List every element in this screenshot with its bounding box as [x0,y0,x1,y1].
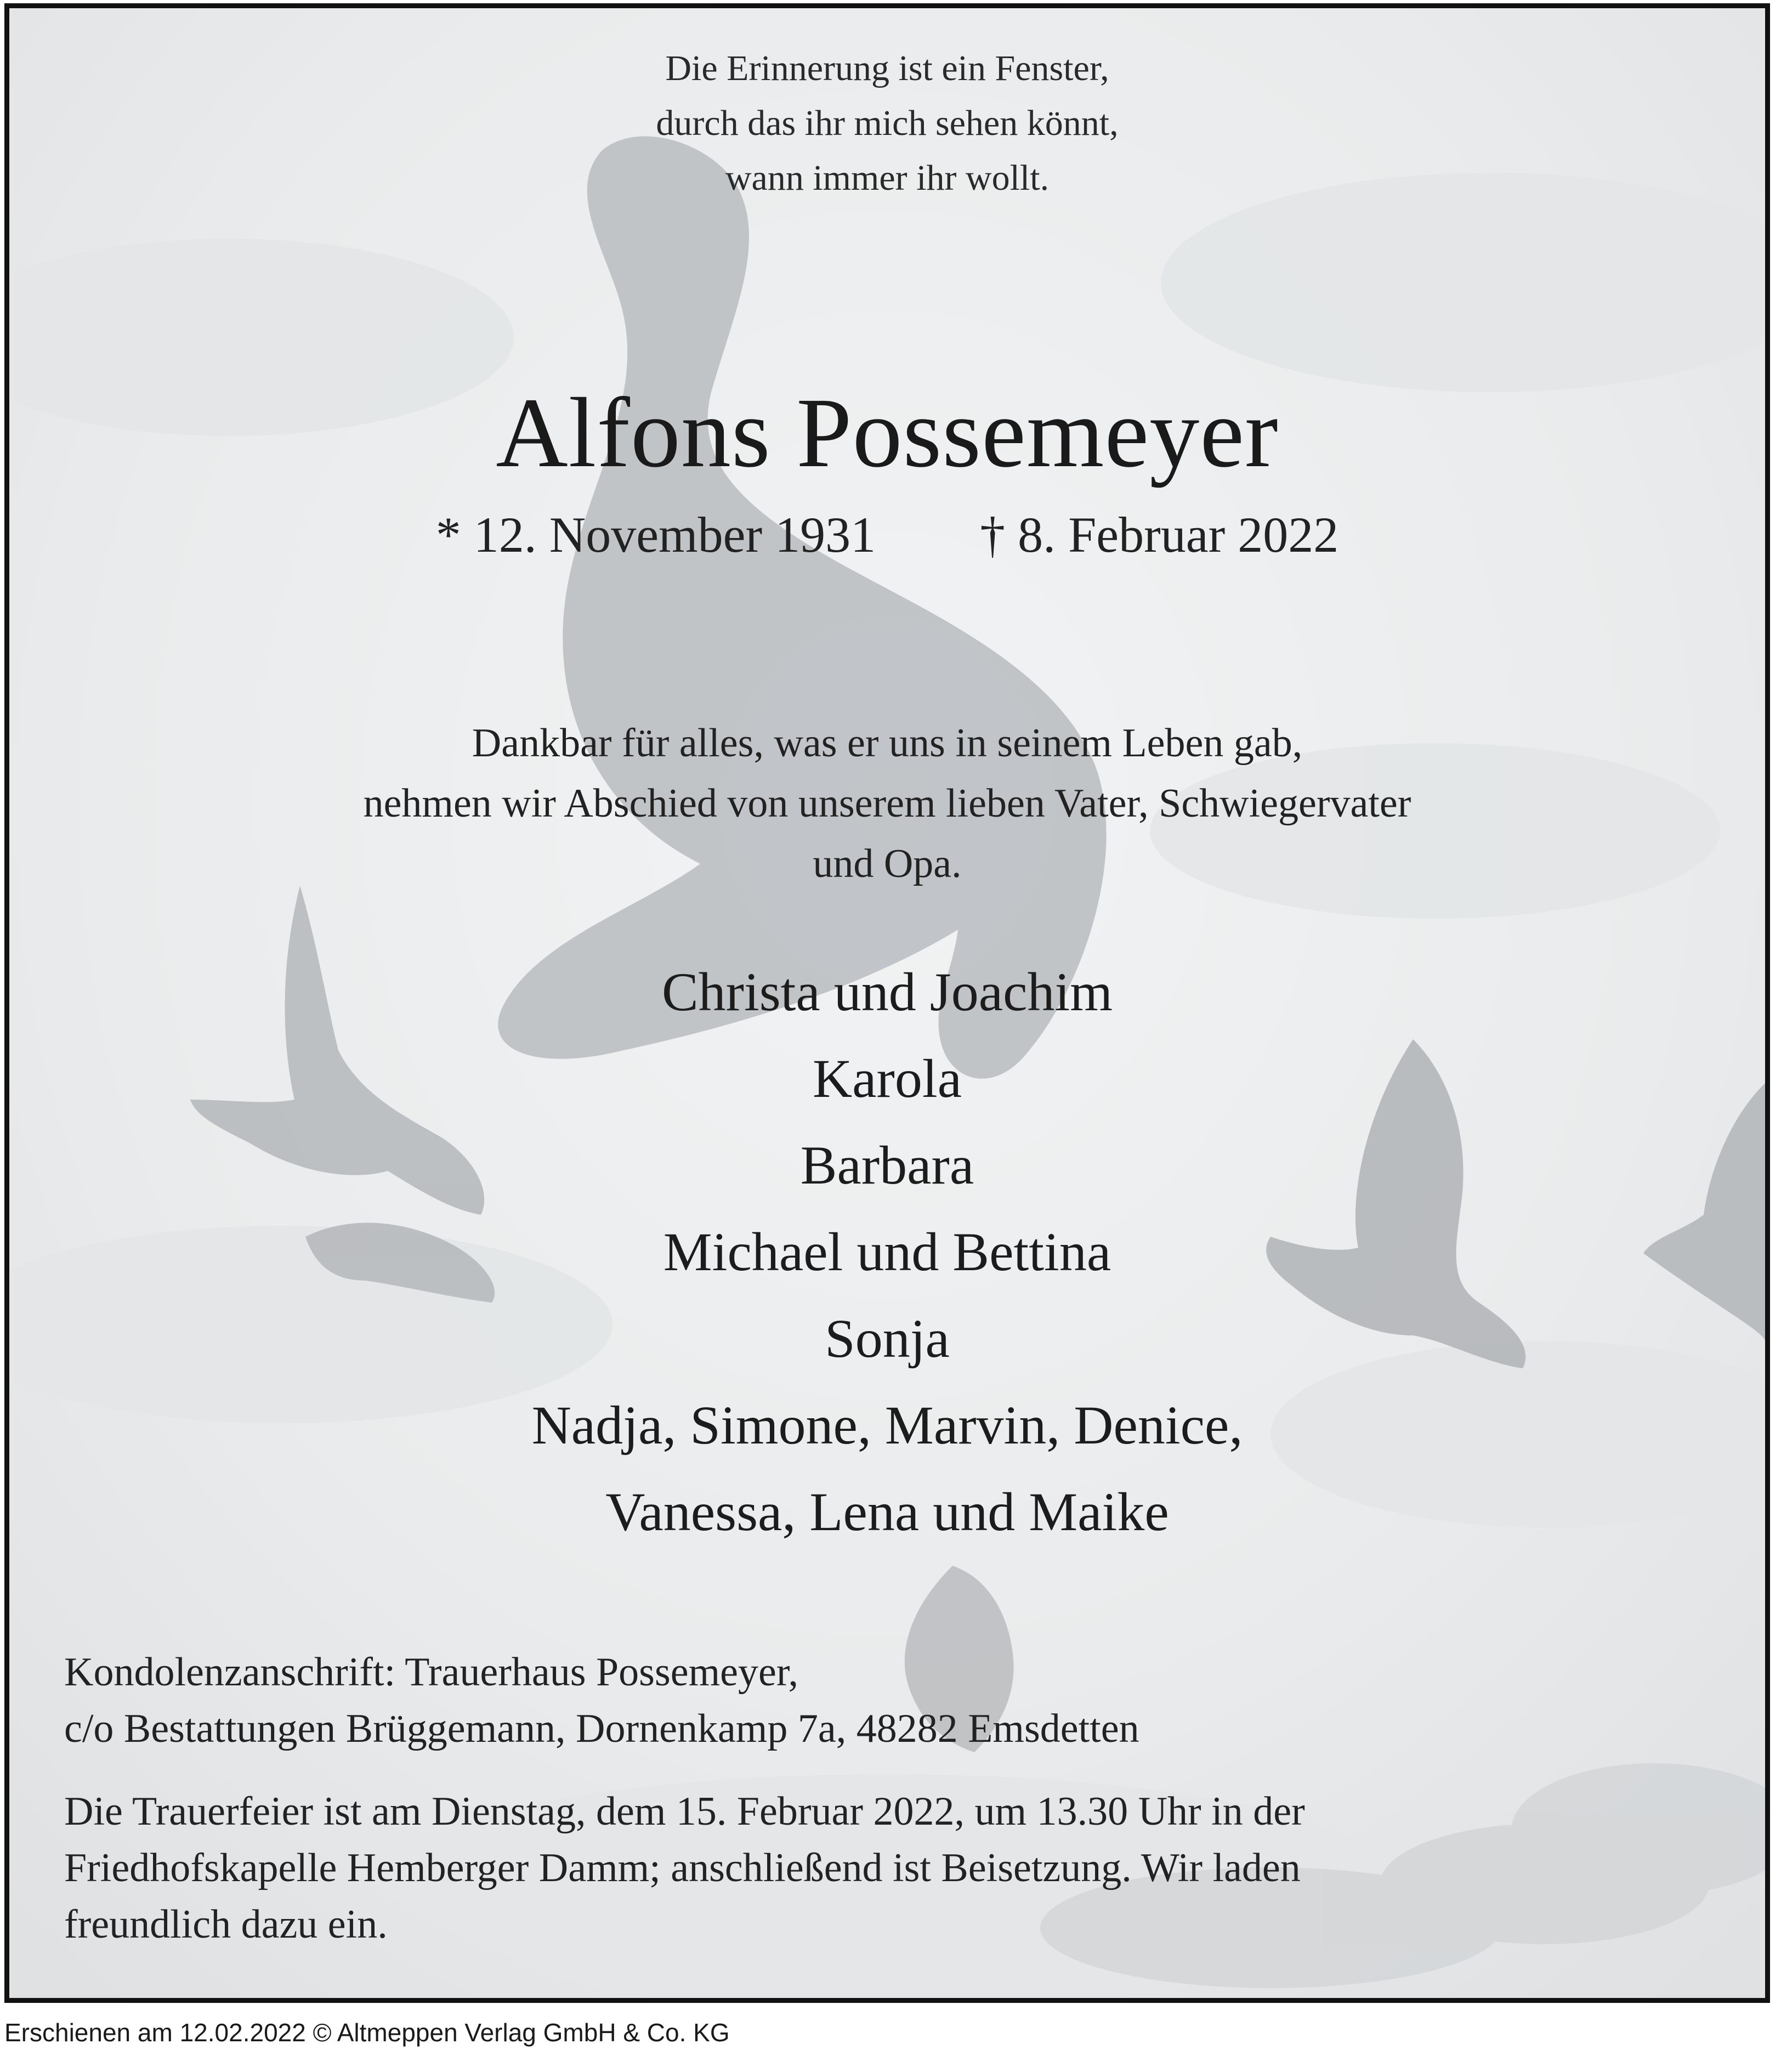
farewell-message-line: und Opa. [813,841,962,886]
funeral-service-line: Friedhofskapelle Hemberger Damm; anschließend ist Beisetzung. Wir laden [64,1845,1301,1890]
death-date: † 8. Februar 2022 [980,507,1339,563]
deceased-name: Alfons Possemeyer [496,378,1279,488]
funeral-service-line: freundlich dazu ein. [64,1902,388,1947]
birth-date: * 12. November 1931 [435,507,876,563]
mourner-entry: Christa und Joachim [661,961,1113,1022]
farewell-message [9,713,1765,894]
life-dates [9,505,1765,565]
condolence-address [64,1644,1709,1757]
funeral-service-line: Die Trauerfeier ist am Dienstag, dem 15. Februar 2022, um 13.30 Uhr in der [64,1789,1305,1834]
memorial-quote-line: Die Erinnerung ist ein Fenster, [665,48,1109,88]
mourner-entry: Karola [812,1048,962,1109]
mourner-entry: Nadja, Simone, Marvin, Denice, [531,1395,1243,1456]
obituary-notice [4,3,1770,2003]
farewell-message-line: Dankbar für alles, was er uns in seinem Leben gab, [472,721,1303,766]
memorial-quote-line: wann immer ihr wollt. [725,158,1050,198]
mourner-entry: Michael und Bettina [663,1221,1111,1282]
memorial-quote [9,41,1765,206]
mourner-entry: Vanessa, Lena und Maike [605,1481,1169,1542]
farewell-message-line: nehmen wir Abschied von unserem lieben Vater, Schwiegervater [363,781,1411,826]
condolence-address-line: Kondolenzanschrift: Trauerhaus Possemeyer, [64,1650,799,1695]
mourners-list [9,949,1765,1555]
publication-credit: Erschienen am 12.02.2022 © Altmeppen Verlag GmbH & Co. KG [4,2018,730,2047]
condolence-address-line: c/o Bestattungen Brüggemann, Dornenkamp 7a, 48282 Emsdetten [64,1706,1139,1751]
memorial-quote-line: durch das ihr mich sehen könnt, [656,103,1119,143]
funeral-service-info [64,1784,1709,1953]
mourner-entry: Barbara [800,1135,974,1196]
mourner-entry: Sonja [825,1308,950,1369]
